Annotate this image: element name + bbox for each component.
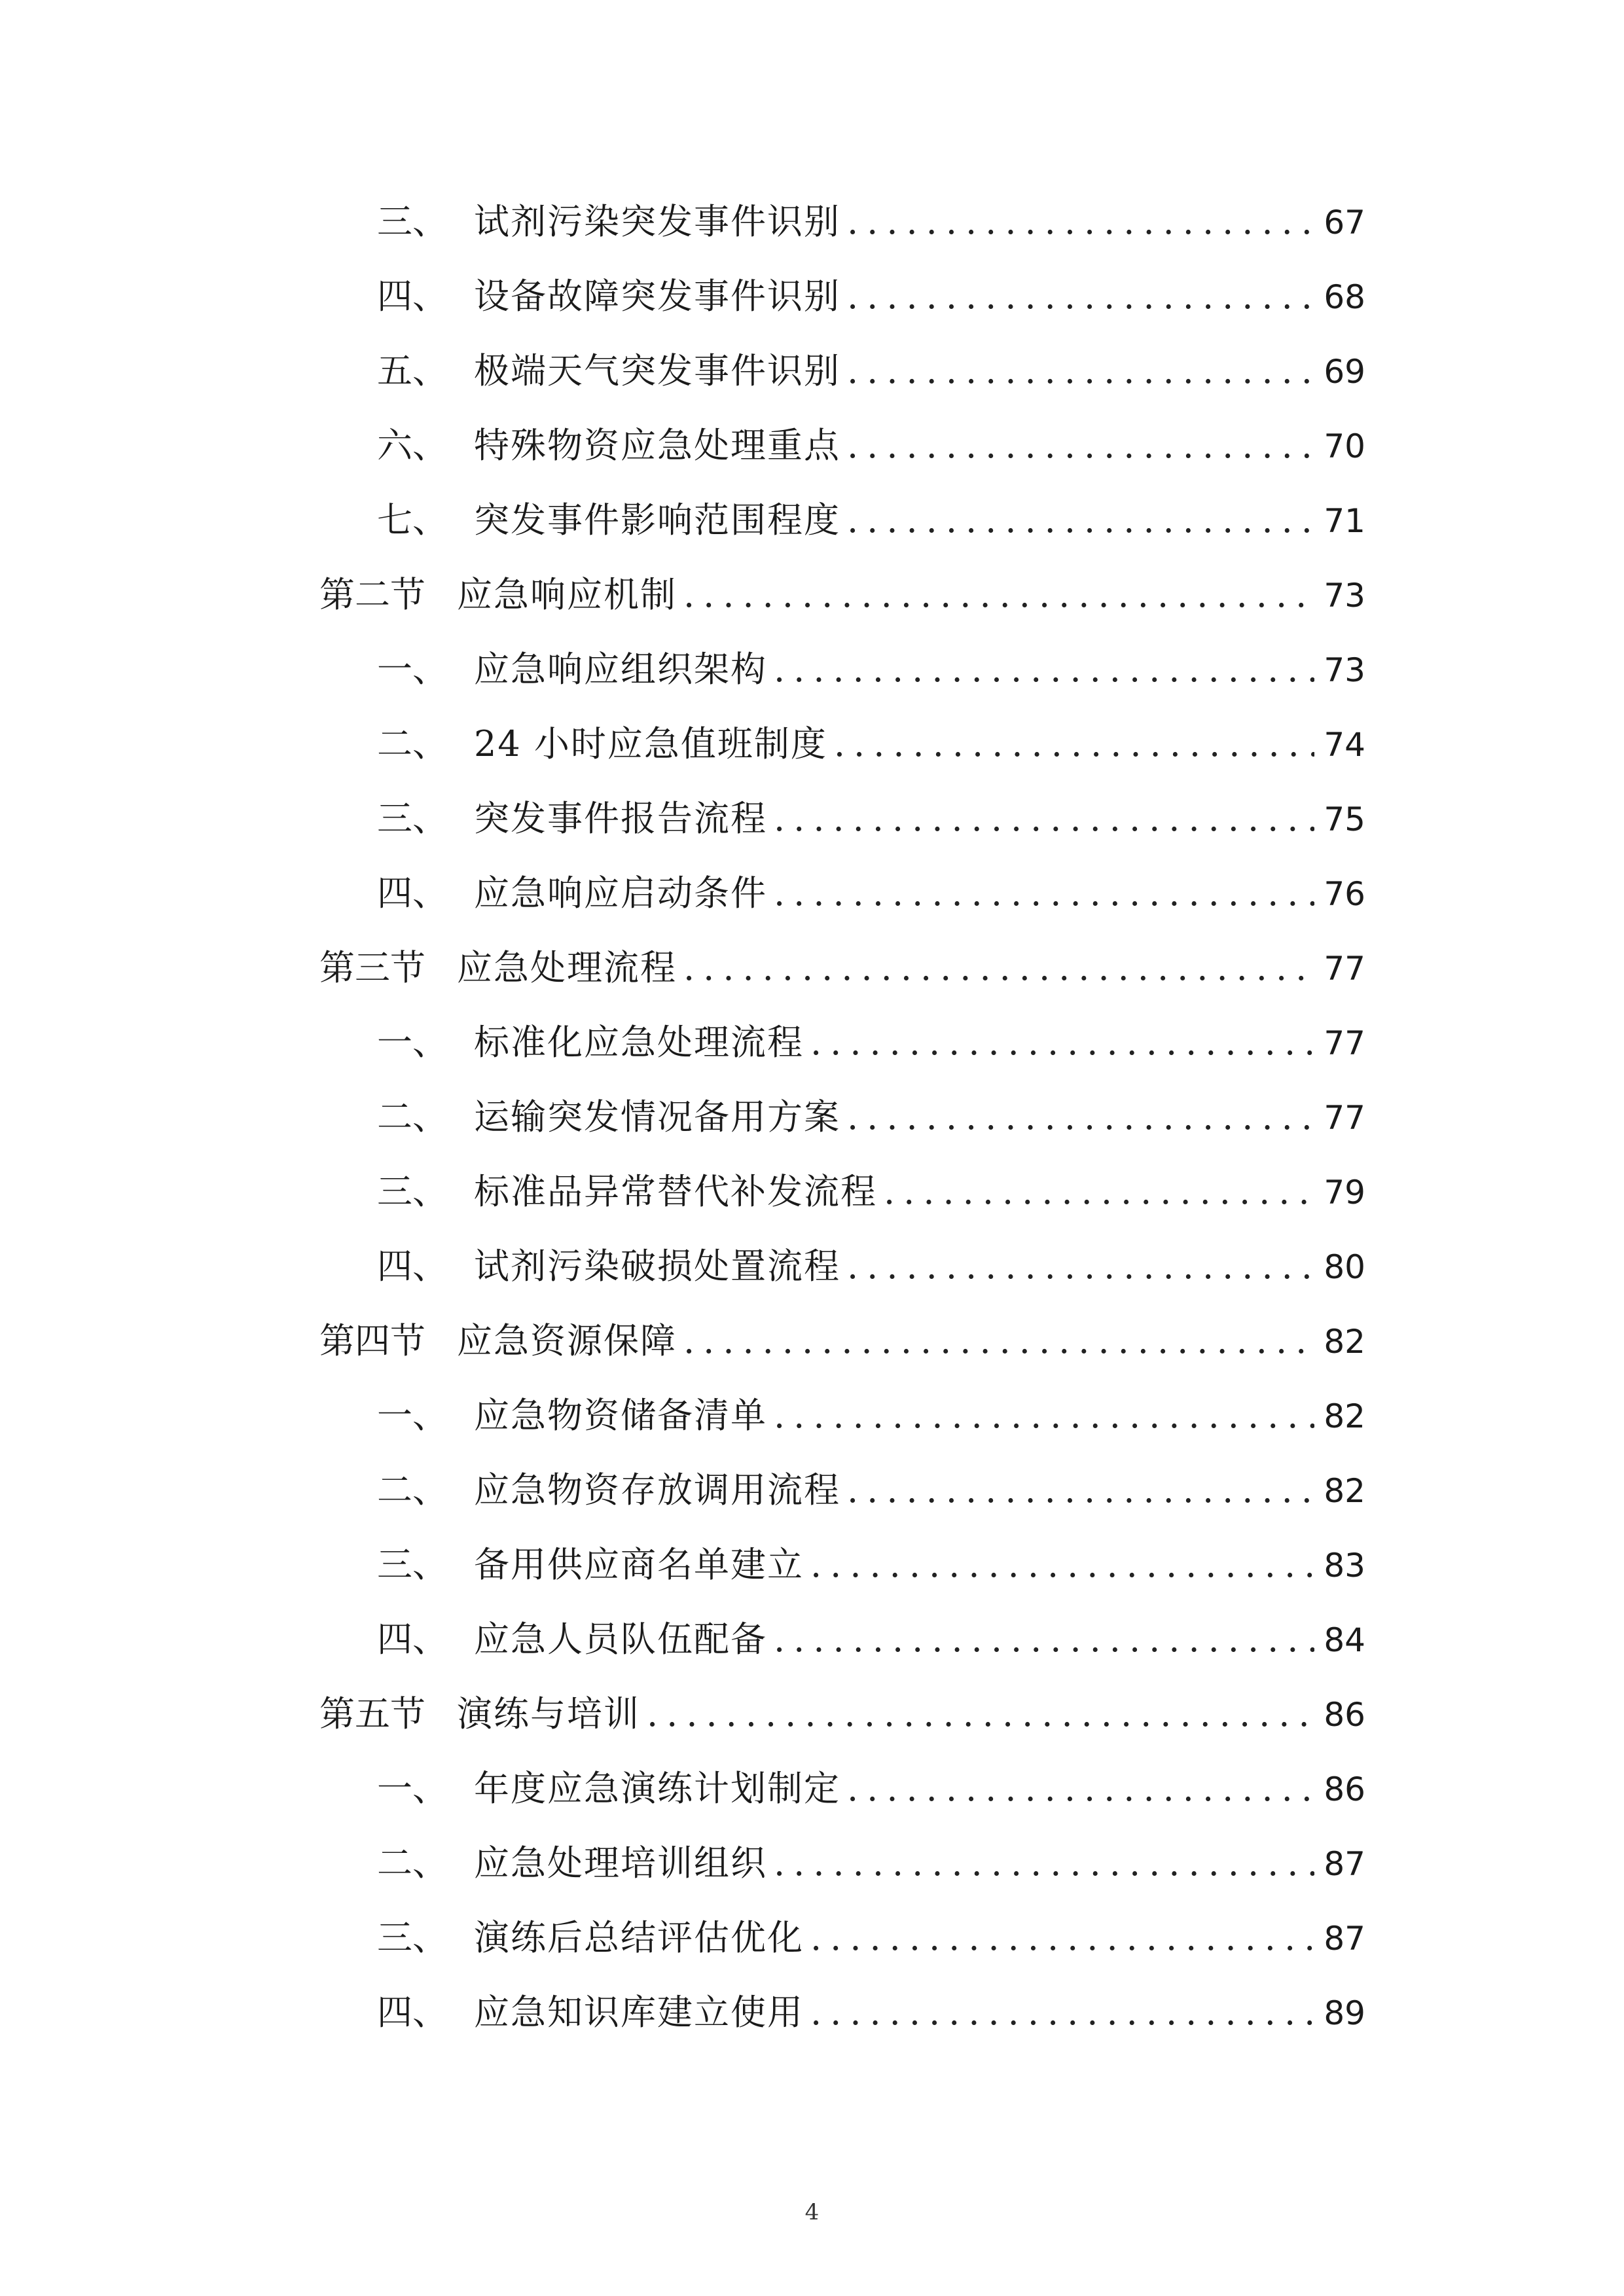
dot-leader — [847, 1094, 1314, 1140]
toc-entry-number: 四、 — [377, 1246, 448, 1287]
toc-entry-page: 76 — [1324, 875, 1365, 913]
toc-entry-number: 三、 — [377, 1544, 448, 1585]
toc-entry[interactable] — [377, 1766, 1365, 1812]
toc-entry[interactable] — [377, 274, 1365, 319]
toc-entry-title: 应急响应组织架构 — [474, 649, 767, 690]
toc-entry-number: 三、 — [377, 798, 448, 839]
toc-entry-page: 71 — [1324, 502, 1365, 540]
toc-entry-number: 二、 — [377, 1469, 448, 1511]
toc-entry[interactable] — [377, 647, 1365, 692]
toc-entry-number: 一、 — [377, 1022, 448, 1063]
toc-entry[interactable] — [377, 1542, 1365, 1588]
dot-leader — [847, 423, 1314, 469]
toc-section-entry[interactable] — [319, 572, 1365, 618]
page-number: 4 — [804, 2199, 820, 2225]
toc-entry-number: 五、 — [377, 350, 448, 391]
dot-leader — [683, 572, 1314, 618]
toc-entry-number: 三、 — [377, 1171, 448, 1212]
toc-section-title: 应急资源保障 — [457, 1320, 677, 1361]
toc-section-page: 77 — [1324, 950, 1365, 988]
toc-entry-title: 应急人员队伍配备 — [474, 1619, 767, 1660]
toc-entry-title: 年度应急演练计划制定 — [474, 1768, 840, 1809]
dot-leader — [774, 796, 1314, 842]
toc-entry-page: 82 — [1324, 1472, 1365, 1510]
dot-leader — [847, 497, 1314, 543]
dot-leader — [847, 199, 1314, 245]
toc-entry-title: 24 小时应急值班制度 — [474, 723, 827, 764]
toc-entry-number: 一、 — [377, 649, 448, 690]
toc-entry[interactable] — [377, 1467, 1365, 1513]
dot-leader — [774, 870, 1314, 916]
toc-entry-page: 82 — [1324, 1397, 1365, 1435]
dot-leader — [683, 1318, 1314, 1364]
toc-entry-page: 70 — [1324, 427, 1365, 465]
toc-entry-number: 二、 — [377, 1096, 448, 1138]
dot-leader — [847, 274, 1314, 319]
toc-entry-number: 四、 — [377, 872, 448, 914]
toc-entry-page: 79 — [1324, 1174, 1365, 1211]
toc-entry-page: 84 — [1324, 1621, 1365, 1659]
dot-leader — [847, 348, 1314, 394]
dot-leader — [884, 1169, 1314, 1215]
toc-entry[interactable] — [377, 1617, 1365, 1662]
toc-entry-title: 突发事件报告流程 — [474, 798, 767, 839]
dot-leader — [774, 1840, 1314, 1886]
dot-leader — [834, 721, 1314, 767]
toc-section-page: 86 — [1324, 1696, 1365, 1734]
toc-section-entry[interactable] — [319, 1691, 1365, 1737]
toc-entry[interactable] — [377, 870, 1365, 916]
toc-entry[interactable] — [377, 497, 1365, 543]
toc-entry-page: 77 — [1324, 1024, 1365, 1062]
toc-section-title: 应急处理流程 — [457, 947, 677, 988]
toc-section-title: 演练与培训 — [457, 1693, 640, 1734]
toc-section-page: 82 — [1324, 1323, 1365, 1361]
toc-entry[interactable] — [377, 199, 1365, 245]
toc-entry-number: 七、 — [377, 499, 448, 541]
toc-section-entry[interactable] — [319, 1318, 1365, 1364]
toc-entry-page: 67 — [1324, 204, 1365, 242]
dot-leader — [810, 1915, 1314, 1961]
toc-entry-title: 极端天气突发事件识别 — [474, 350, 840, 391]
toc-section-number: 第五节 — [319, 1693, 425, 1734]
toc-entry-number: 三、 — [377, 1917, 448, 1958]
toc-entry-title: 应急物资存放调用流程 — [474, 1469, 840, 1511]
toc-entry[interactable] — [377, 1393, 1365, 1439]
toc-entry[interactable] — [377, 1169, 1365, 1215]
toc-entry-title: 试剂污染突发事件识别 — [474, 201, 840, 242]
dot-leader — [810, 1990, 1314, 2036]
toc-entry-title: 运输突发情况备用方案 — [474, 1096, 840, 1138]
toc-entry-page: 77 — [1324, 1099, 1365, 1137]
toc-entry-page: 73 — [1324, 651, 1365, 689]
toc-entry[interactable] — [377, 1094, 1365, 1140]
toc-entry-page: 74 — [1324, 726, 1365, 764]
toc-entry[interactable] — [377, 721, 1365, 767]
dot-leader — [810, 1542, 1314, 1588]
toc-entry-title: 应急处理培训组织 — [474, 1842, 767, 1884]
dot-leader — [774, 647, 1314, 692]
dot-leader — [847, 1766, 1314, 1812]
toc-entry[interactable] — [377, 348, 1365, 394]
toc-section-page: 73 — [1324, 577, 1365, 615]
toc-entry-title: 突发事件影响范围程度 — [474, 499, 840, 541]
dot-leader — [774, 1617, 1314, 1662]
toc-entry[interactable] — [377, 796, 1365, 842]
toc-entry[interactable] — [377, 1244, 1365, 1289]
toc-entry[interactable] — [377, 1840, 1365, 1886]
dot-leader — [810, 1020, 1314, 1066]
toc-entry-title: 特殊物资应急处理重点 — [474, 425, 840, 466]
toc-entry-title: 应急物资储备清单 — [474, 1395, 767, 1436]
dot-leader — [847, 1244, 1314, 1289]
toc-entry-title: 设备故障突发事件识别 — [474, 276, 840, 317]
toc-section-number: 第三节 — [319, 947, 425, 988]
toc-entry-number: 二、 — [377, 723, 448, 764]
toc-entry-page: 87 — [1324, 1845, 1365, 1883]
toc-entry-number: 四、 — [377, 276, 448, 317]
dot-leader — [774, 1393, 1314, 1439]
toc-entry-page: 80 — [1324, 1248, 1365, 1286]
toc-entry[interactable] — [377, 1915, 1365, 1961]
toc-entry-page: 89 — [1324, 1994, 1365, 2032]
dot-leader — [647, 1691, 1314, 1737]
toc-entry[interactable] — [377, 423, 1365, 469]
toc-entry-number: 三、 — [377, 201, 448, 242]
toc-entry-page: 86 — [1324, 1770, 1365, 1808]
toc-entry-number: 二、 — [377, 1842, 448, 1884]
dot-leader — [847, 1467, 1314, 1513]
dot-leader — [683, 945, 1314, 991]
toc-section-number: 第四节 — [319, 1320, 425, 1361]
toc-entry-title: 演练后总结评估优化 — [474, 1917, 804, 1958]
toc-section-entry[interactable] — [319, 945, 1365, 991]
toc-entry-page: 75 — [1324, 800, 1365, 838]
toc-section-number: 第二节 — [319, 574, 425, 615]
toc-entry-title: 试剂污染破损处置流程 — [474, 1246, 840, 1287]
toc-entry-number: 六、 — [377, 425, 448, 466]
toc-entry[interactable] — [377, 1020, 1365, 1066]
toc-entry-number: 四、 — [377, 1992, 448, 2033]
toc-entry-title: 标准品异常替代补发流程 — [474, 1171, 877, 1212]
toc-section-title: 应急响应机制 — [457, 574, 677, 615]
toc-entry-title: 应急响应启动条件 — [474, 872, 767, 914]
toc-entry-page: 83 — [1324, 1547, 1365, 1585]
toc-entry-number: 一、 — [377, 1395, 448, 1436]
toc-entry-title: 标准化应急处理流程 — [474, 1022, 804, 1063]
toc-entry-title: 应急知识库建立使用 — [474, 1992, 804, 2033]
toc-entry-number: 一、 — [377, 1768, 448, 1809]
toc-entry-page: 68 — [1324, 278, 1365, 316]
toc-entry-page: 87 — [1324, 1920, 1365, 1958]
toc-entry-number: 四、 — [377, 1619, 448, 1660]
toc-entry-page: 69 — [1324, 353, 1365, 391]
toc-entry-title: 备用供应商名单建立 — [474, 1544, 804, 1585]
toc-entry[interactable] — [377, 1990, 1365, 2036]
